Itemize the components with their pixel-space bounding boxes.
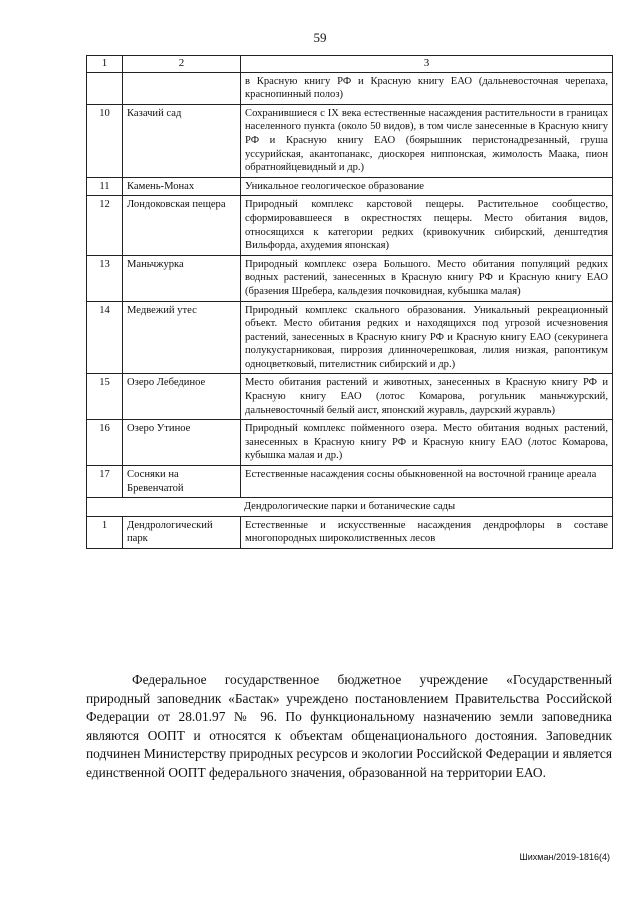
- document-code: Шихман/2019-1816(4): [519, 852, 610, 862]
- row-number-cell: 15: [87, 374, 123, 420]
- header-cell-name: 2: [123, 56, 241, 73]
- row-description-cell: Природный комплекс озера Большого. Место обитания популяций редких водных растений, занесенных в Красную книгу РФ и Красную книгу ЕАО (бразения Шребера, кальдезия почковидная, кубышка малая): [241, 255, 613, 301]
- section-header-row: [87, 498, 613, 517]
- row-name-cell: [123, 72, 241, 104]
- row-description-cell: Сохранившиеся с IX века естественные насаждения растительности в границах населенного пункта (около 50 видов), в том числе занесенные в Красную книгу РФ и Красную книгу ЕАО (боярышник перистонадрезанный, груша уссурийская, акантопанакс, диоскорея ниппонская, жимолость Маака, пион обратнояйцевидный и др.): [241, 104, 613, 177]
- row-number-cell: [87, 72, 123, 104]
- row-number-cell: 14: [87, 301, 123, 374]
- table-row: [87, 72, 613, 104]
- table-row: [87, 516, 613, 548]
- header-cell-description: 3: [241, 56, 613, 73]
- row-description-cell: Место обитания растений и животных, занесенных в Красную книгу РФ и Красную книгу ЕАО (лотос Комарова, рогульник маньчжурский, дальневосточный белый аист, японский журавль, даурский журавль): [241, 374, 613, 420]
- row-number-cell: 11: [87, 177, 123, 196]
- row-number-cell: 10: [87, 104, 123, 177]
- row-name-cell: Сосняки на Бревенчатой: [123, 466, 241, 498]
- table-row: [87, 104, 613, 177]
- table-row: [87, 420, 613, 466]
- row-description-cell: Естественные и искусственные насаждения дендрофлоры в составе многопородных широколиственных лесов: [241, 516, 613, 548]
- table-row: [87, 374, 613, 420]
- section-title: Дендрологические парки и ботанические сады: [87, 498, 613, 517]
- row-description-cell: Уникальное геологическое образование: [241, 177, 613, 196]
- row-number-cell: 13: [87, 255, 123, 301]
- row-number-cell: 16: [87, 420, 123, 466]
- row-name-cell: Озеро Лебединое: [123, 374, 241, 420]
- table-header-row: [87, 56, 613, 73]
- row-number-cell: 17: [87, 466, 123, 498]
- row-name-cell: Камень-Монах: [123, 177, 241, 196]
- row-description-cell: Природный комплекс карстовой пещеры. Растительное сообщество, сформировавшееся в окрестностях пещеры. Место обитания видов, относящихся к категории редких (кривокучник сибирский, денштедтия Вильфорда, ахудемия японская): [241, 196, 613, 255]
- table-body: [87, 56, 613, 549]
- row-name-cell: Озеро Утиное: [123, 420, 241, 466]
- row-description-cell: Природный комплекс пойменного озера. Место обитания водных растений, занесенных в Красную книгу РФ и Красную книгу ЕАО (лотос Комарова, кубышка малая и др.): [241, 420, 613, 466]
- table-row: [87, 177, 613, 196]
- header-cell-number: 1: [87, 56, 123, 73]
- row-name-cell: Казачий сад: [123, 104, 241, 177]
- table-row: [87, 466, 613, 498]
- row-number-cell: 12: [87, 196, 123, 255]
- body-paragraph: Федеральное государственное бюджетное учреждение «Государственный природный заповедник «Бастак» учреждено постановлением Правительства Российской Федерации от 28.01.97 № 96. По функциональному назначению земли заповедника являются ООПТ и относятся к объектам общенационального достояния. Заповедник подчинен Министерству природных ресурсов и экологии Российской Федерации и является единственной ООПТ федерального значения, образованной на территории ЕАО.: [86, 672, 612, 780]
- table-row: [87, 255, 613, 301]
- row-name-cell: Лондоковская пещера: [123, 196, 241, 255]
- row-name-cell: Маньчжурка: [123, 255, 241, 301]
- row-number-cell: 1: [87, 516, 123, 548]
- table-row: [87, 196, 613, 255]
- row-description-cell: в Красную книгу РФ и Красную книгу ЕАО (дальневосточная черепаха, краснопинный полоз): [241, 72, 613, 104]
- protected-areas-table: [86, 55, 613, 549]
- row-name-cell: Дендрологический парк: [123, 516, 241, 548]
- row-description-cell: Природный комплекс скального образования. Уникальный рекреационный объект. Место обитания редких и находящихся под угрозой исчезновения растений, занесенных в Красную книгу РФ и Красную книгу ЕАО (секуринега полукустарниковая, пиррозия длинночерешковая, лилия низкая, рапонтикум одноцветковый, пителистник сибирский и др.): [241, 301, 613, 374]
- table-row: [87, 301, 613, 374]
- row-name-cell: Медвежий утес: [123, 301, 241, 374]
- row-description-cell: Естественные насаждения сосны обыкновенной на восточной границе ареала: [241, 466, 613, 498]
- page-number: 59: [313, 30, 327, 45]
